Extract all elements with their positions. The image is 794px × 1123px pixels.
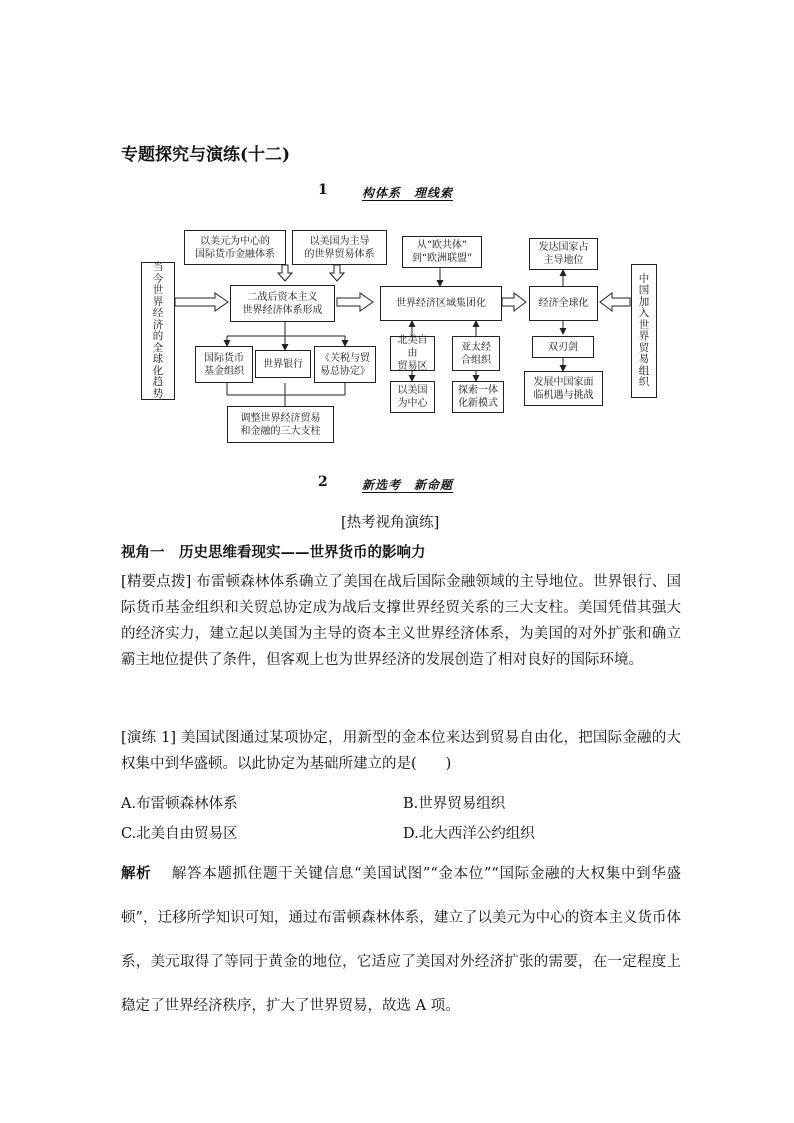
left-side-box <box>141 262 175 400</box>
nafta-box: 北美自由 贸易区 <box>390 336 435 371</box>
hollow-arrow-icon <box>175 293 228 311</box>
left-side-text: 当 今 世 界 经 济 的 全 球 化 趋 势 <box>152 261 164 400</box>
us-trade-box: 以美国为主导 的世界贸易体系 <box>292 230 387 265</box>
page-title: 专题探究与演练(十二) <box>121 145 291 165</box>
usd-finance-box: 以美元为中心的 国际货币金融体系 <box>184 230 286 265</box>
hollow-arrow-icon <box>330 265 344 281</box>
option-b: B.世界贸易组织 <box>403 796 506 812</box>
regional-bloc-box: 世界经济区域集团化 <box>380 286 502 321</box>
us-center-box: 以美国 为中心 <box>390 381 435 413</box>
subsection-label: [热考视角演练] <box>341 515 440 531</box>
exercise-text: 美国试图通过某项协定，用新型的金本位来达到贸易自由化，把国际金融的大权集中到华盛顿。以此协定为基础所建立的是( ) <box>121 730 681 772</box>
explore-model-box: 探索一体 化新模式 <box>452 381 504 413</box>
exercise-paragraph <box>121 725 681 777</box>
apec-box: 亚太经 合组织 <box>452 336 500 371</box>
right-side-text: 中 国 加 入 世 界 贸 易 组 织 <box>638 272 650 388</box>
three-pillars-box: 调整世界经济贸易 和金融的三大支柱 <box>227 406 334 443</box>
option-d: D.北大西洋公约组织 <box>403 826 535 842</box>
tip-paragraph <box>121 569 681 673</box>
globalization-box: 经济全球化 <box>529 286 598 321</box>
option-a: A.布雷顿森林体系 <box>121 796 238 812</box>
answer-label: 解析 <box>121 865 152 882</box>
developed-countries-box: 发达国家占 主导地位 <box>529 238 598 270</box>
world-bank-box: 世界银行 <box>255 350 311 378</box>
angle-heading: 视角一 历史思维看现实——世界货币的影响力 <box>121 544 426 561</box>
hollow-arrow-icon <box>600 293 630 311</box>
answer-text: 解答本题抓住题干关键信息“美国试图”“金本位”“国际金融的大权集中到华盛顿”，迁移所学知识可知，通过布雷顿森林体系，建立了以美元为中心的资本主义货币体系，美元取得了等同于黄金的地位，它适应了美国对外经济扩张的需要，在一定程度上稳定了世界经济秩序，扩大了世界贸易，故选 A 项。 <box>121 866 682 1014</box>
postwar-system-box: 二战后资本主义 世界经济体系形成 <box>230 285 335 322</box>
right-side-box <box>631 264 657 398</box>
exercise-label: [演练 1] <box>121 730 177 746</box>
section-2-number: 2 <box>318 474 328 490</box>
developing-countries-box: 发展中国家面 临机遇与挑战 <box>524 371 603 406</box>
section-1-number: 1 <box>318 182 328 198</box>
tip-label: [精要点拨] <box>121 574 192 590</box>
option-c: C.北美自由贸易区 <box>121 826 238 842</box>
imf-box: 国际货币 基金组织 <box>195 346 253 383</box>
gatt-box: 《关税与贸 易总协定》 <box>314 346 376 383</box>
section-2-title: 新选考 新命题 <box>362 478 454 492</box>
hollow-arrow-icon <box>278 265 292 281</box>
hollow-arrow-icon <box>502 293 526 311</box>
tip-text: 布雷顿森林体系确立了美国在战后国际金融领域的主导地位。世界银行、国际货币基金组织和关贸总协定成为战后支撑世界经贸关系的三大支柱。美国凭借其强大的经济实力，建立起以美国为主导的资本主义世界经济体系，为美国的对外扩张和确立霸主地位提供了条件，但客观上也为世界经济的发展创造了相对良好的国际环境。 <box>121 574 681 668</box>
hollow-arrow-icon <box>337 293 373 311</box>
section-1-title: 构体系 理线索 <box>362 186 454 200</box>
answer-paragraph <box>121 852 681 1028</box>
eu-box: 从“欧共体” 到“欧洲联盟” <box>402 236 482 268</box>
double-edged-box: 双刃剑 <box>532 336 594 358</box>
